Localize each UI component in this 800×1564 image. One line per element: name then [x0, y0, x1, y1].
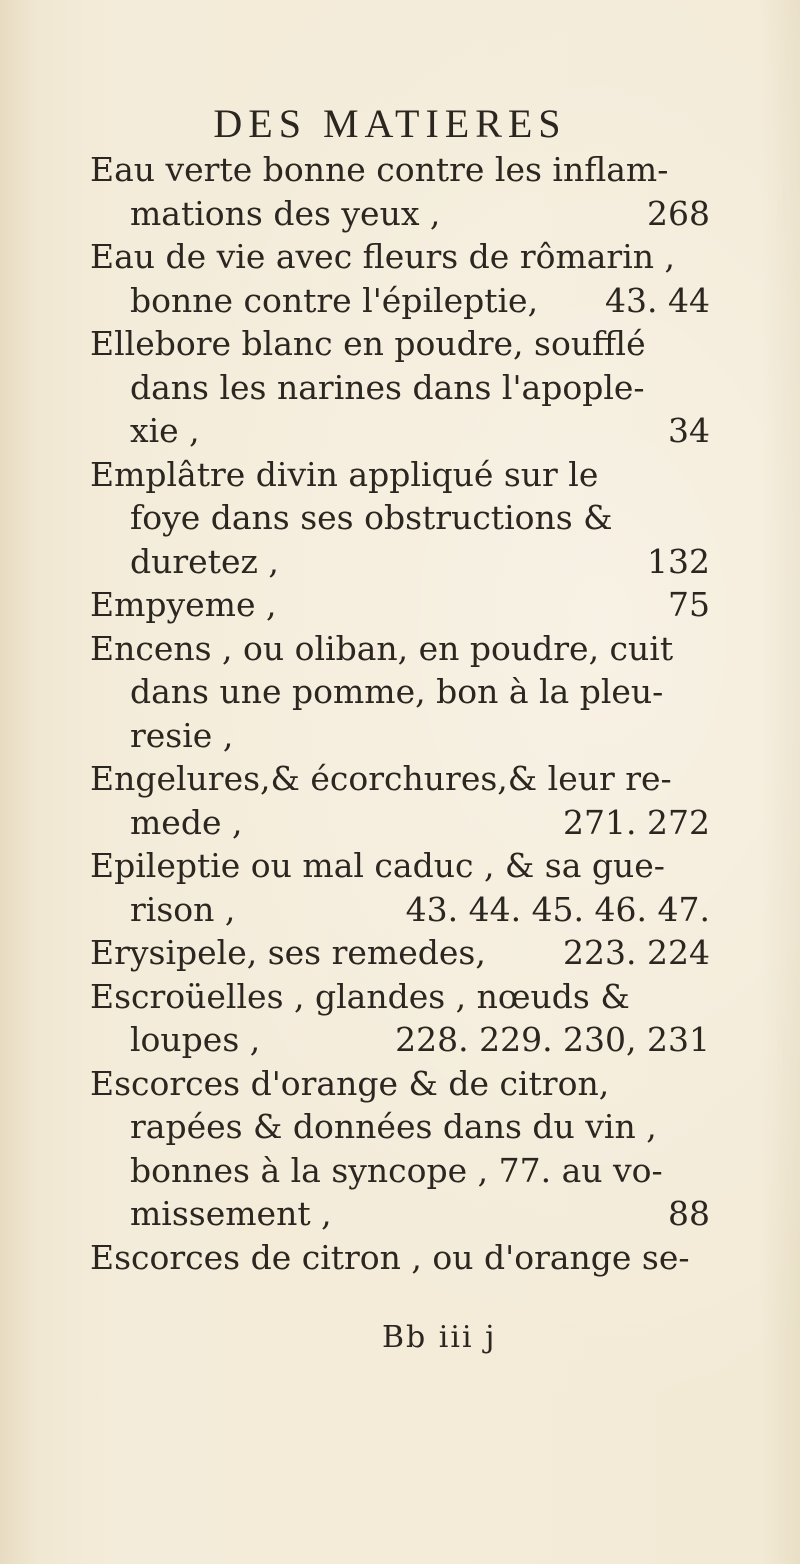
entry-text: mations des yeux , — [130, 193, 441, 233]
entry-text: Epileptie ou mal caduc , & sa gue- — [90, 846, 665, 885]
entry-text: bonne contre l'épileptie, — [130, 280, 539, 320]
entry-line — [90, 757, 710, 801]
page-ref: 223. 224 — [563, 933, 710, 972]
entry-text: bonnes à la syncope , 77. au vo- — [130, 1150, 663, 1190]
entry-line — [90, 627, 710, 671]
entry-text: Ellebore blanc en poudre, soufflé — [90, 324, 646, 363]
entry-text: duretez , — [130, 541, 279, 581]
entry-line — [90, 235, 710, 279]
entry-line — [90, 801, 710, 845]
entry-text: Escorces de citron , ou d'orange se- — [90, 1237, 690, 1277]
entry-text: rison , — [130, 889, 236, 929]
entry-text: Escroüelles , glandes , nœuds & — [90, 976, 630, 1016]
page-ref: 88 — [668, 1194, 710, 1233]
entry-text: dans une pomme, bon à la pleu- — [130, 672, 664, 711]
entry-line — [90, 279, 710, 323]
index-entries — [90, 148, 710, 1279]
entry-text: resie , — [130, 715, 234, 755]
entry-line — [90, 1192, 710, 1236]
entry-text: Eau verte bonne contre les inflam- — [90, 150, 669, 189]
entry-line — [90, 714, 710, 758]
entry-text: xie , — [130, 411, 200, 450]
entry-line — [90, 496, 710, 540]
entry-line — [90, 670, 710, 714]
entry-line — [90, 1018, 710, 1062]
entry-text: Eau de vie avec fleurs de rômarin , — [90, 237, 675, 276]
entry-line — [90, 409, 710, 453]
page-ref: 75 — [668, 585, 710, 624]
page-heading: DES MATIERES — [213, 101, 567, 146]
entry-text: Encens , ou oliban, en poudre, cuit — [90, 628, 674, 668]
page-ref: 34 — [668, 411, 710, 450]
page-ref: 43. 44 — [605, 280, 710, 320]
entry-line — [90, 931, 710, 975]
entry-line — [90, 192, 710, 236]
entry-text: Emplâtre divin appliqué sur le — [90, 454, 599, 494]
entry-line — [90, 844, 710, 888]
entry-line — [90, 148, 710, 192]
entry-line — [90, 540, 710, 584]
signature-mark: Bb iii j — [382, 1320, 497, 1355]
entry-line — [90, 583, 710, 627]
entry-line — [90, 1149, 710, 1193]
entry-text: rapées & données dans du vin , — [130, 1107, 657, 1146]
entry-line — [90, 1062, 710, 1106]
entry-line — [90, 322, 710, 366]
entry-text: Erysipele, ses remedes, — [90, 933, 486, 972]
entry-text: Escorces d'orange & de citron, — [90, 1063, 610, 1103]
entry-line — [90, 1236, 710, 1280]
entry-text: mede , — [130, 802, 243, 842]
entry-line — [90, 366, 710, 410]
page-ref: 268 — [647, 193, 710, 233]
entry-text: loupes , — [130, 1020, 261, 1059]
page-ref: 271. 272 — [563, 802, 710, 842]
entry-text: foye dans ses obstructions & — [130, 498, 613, 537]
entry-text: Engelures,& écorchures,& leur re- — [90, 759, 672, 798]
entry-line — [90, 1105, 710, 1149]
entry-text: dans les narines dans l'apople- — [130, 367, 645, 407]
entry-text: missement , — [130, 1194, 332, 1233]
entry-line — [90, 975, 710, 1019]
entry-text: Empyeme , — [90, 585, 277, 624]
page-ref: 228. 229. 230, 231 — [395, 1020, 710, 1059]
entry-line — [90, 453, 710, 497]
entry-line — [90, 888, 710, 932]
page-ref: 43. 44. 45. 46. 47. — [405, 889, 710, 929]
page-ref: 132 — [647, 541, 710, 581]
